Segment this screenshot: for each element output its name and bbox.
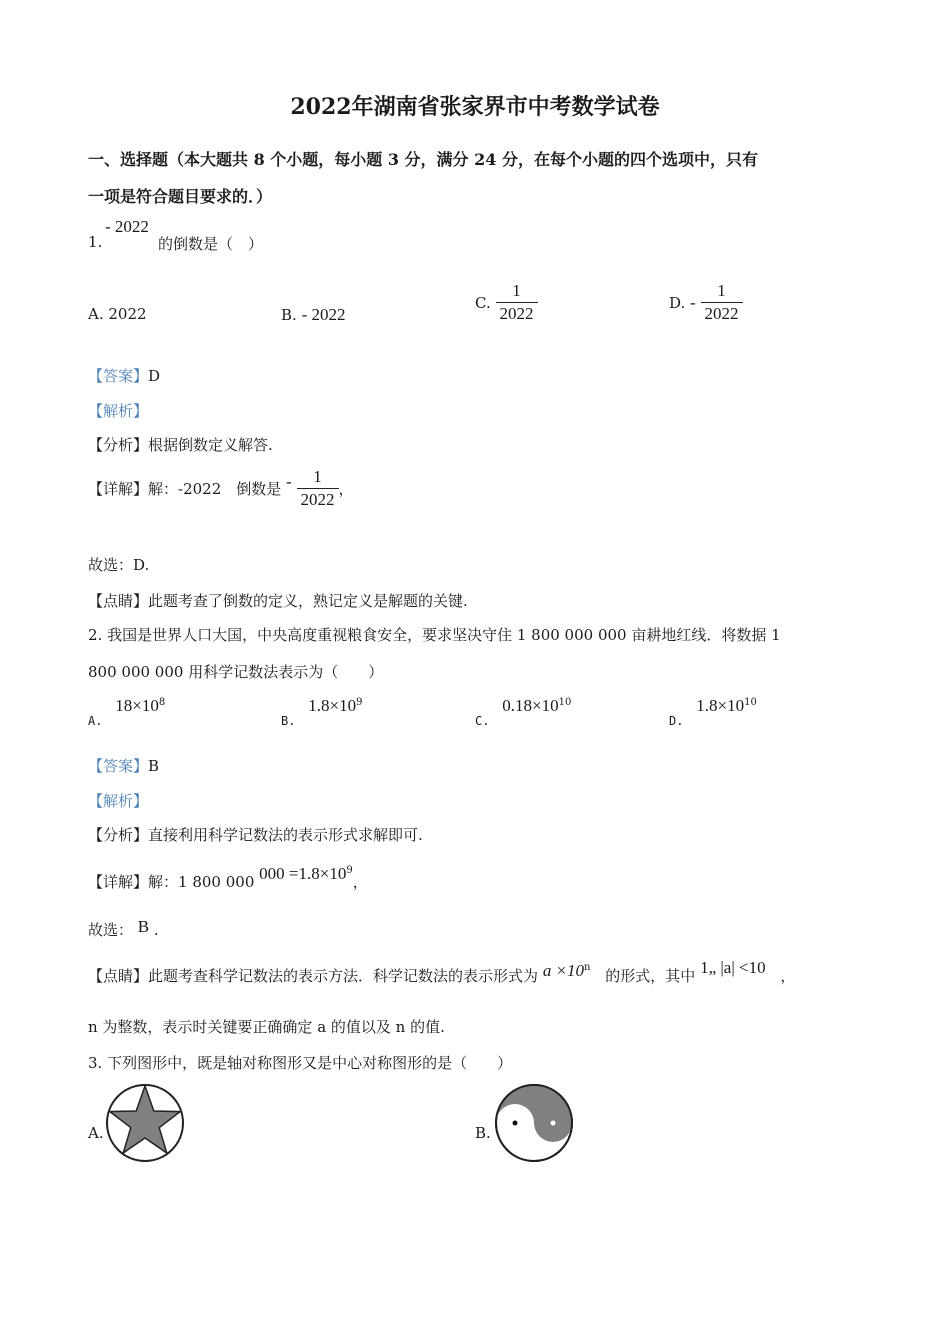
q1-fenxi: 根据倒数定义解答. <box>148 436 273 454</box>
q1-detail-comma: ， <box>338 480 354 498</box>
q2-option-a-label: A. <box>88 714 103 728</box>
fraction-numerator: 1 <box>313 467 322 486</box>
q2-detail-row <box>88 864 368 892</box>
q2-option-d-label: D. <box>669 714 684 728</box>
q2-answer: B <box>148 757 160 775</box>
fraction-denominator: 2022 <box>701 302 743 325</box>
q2-option-b-exponent: 9 <box>356 697 363 708</box>
q1-detail-sign: - <box>286 471 292 491</box>
fraction-numerator: 1 <box>717 281 726 300</box>
q2-option-d <box>669 696 757 728</box>
page-title: 2022年湖南省张家界市中考数学试卷 <box>290 94 660 120</box>
q2-dianjing-text: 此题考查科学记数法的表示方法．科学记数法的表示形式为 <box>148 967 539 985</box>
q2-option-a-exponent: 8 <box>158 697 166 708</box>
q2-dianjing-row <box>88 958 796 986</box>
q3-stem: 3. 下列图形中，既是轴对称图形又是中心对称图形的是（ ） <box>88 1054 513 1072</box>
q1-option-a: A. 2022 <box>88 305 147 323</box>
q2-detail-math: 000 =1.8×10 <box>259 864 347 883</box>
q2-answer-row <box>88 755 159 776</box>
section-heading: 一、选择题（本大题共 8 个小题，每小题 3 分，满分 24 分，在每个小题的四个选项中，只有 <box>88 150 758 169</box>
section-heading-cont: 一项是符合题目要求的．） <box>88 187 273 206</box>
q2-stem-line2: 800 000 000 用科学记数法表示为（ ） <box>88 663 384 681</box>
q2-detail-text: 解：1 800 000 <box>148 873 255 891</box>
q2-option-c-value: 0.18×10 <box>502 696 559 715</box>
q1-option-c-fraction <box>496 280 538 325</box>
q1-expression: - 2022 <box>105 217 149 236</box>
q3-option-a-label: A. <box>88 1124 104 1142</box>
q1-dianjing: 此题考查了倒数的定义，熟记定义是解题的关键. <box>148 592 468 610</box>
q1-option-d-sign: - <box>690 292 696 312</box>
fenxi-tag: 【分析】 <box>88 826 149 844</box>
q2-option-d-value: 1.8×10 <box>696 696 745 715</box>
q1-option-d <box>669 280 743 325</box>
q1-option-d-fraction <box>701 280 743 325</box>
fraction-denominator: 2022 <box>297 488 339 511</box>
q2-fenxi: 直接利用科学记数法的表示形式求解即可. <box>148 826 423 844</box>
q2-fenxi-row <box>88 824 423 845</box>
q1-option-d-label: D. <box>669 293 686 312</box>
q2-conclusion-suffix: . <box>153 921 159 939</box>
xiangjie-tag: 【详解】 <box>88 873 149 891</box>
q2-dianjing-end: ， <box>780 967 796 985</box>
q2-dianjing-condition: 1„ |a| <10 <box>700 958 766 977</box>
q2-jiexi-tag: 【解析】 <box>88 792 149 810</box>
q2-option-b <box>281 696 363 728</box>
q2-option-d-exponent: 10 <box>744 697 757 708</box>
q2-dianjing-mid: 的形式，其中 <box>605 967 696 985</box>
q2-option-c-label: C. <box>475 714 490 728</box>
q1-fenxi-row <box>88 434 273 455</box>
fenxi-tag: 【分析】 <box>88 436 149 454</box>
q2-option-a-value: 18×10 <box>115 696 159 715</box>
q2-option-b-label: B. <box>281 714 296 728</box>
yin-yang-figure <box>493 1082 575 1164</box>
q1-answer: D <box>148 367 161 385</box>
q1-option-b-label: B. <box>281 306 297 324</box>
q1-option-b-value: - 2022 <box>301 305 346 324</box>
q1-option-c <box>475 280 538 325</box>
xiangjie-tag: 【详解】 <box>88 480 149 498</box>
q2-option-b-value: 1.8×10 <box>308 696 357 715</box>
q1-stem: 的倒数是（ ） <box>158 235 264 253</box>
q2-dianjing-line2: n 为整数，表示时关键要正确确定 a 的值以及 n 的值. <box>88 1018 445 1036</box>
q2-detail-comma: ， <box>352 873 368 891</box>
q2-option-c-exponent: 10 <box>558 697 572 708</box>
q1-option-c-label: C. <box>475 293 491 312</box>
q2-dianjing-math: a ×10 <box>542 961 585 980</box>
fraction-denominator: 2022 <box>496 302 538 325</box>
star-in-circle-figure <box>104 1082 186 1164</box>
q1-number: 1. <box>88 233 103 251</box>
q2-option-a <box>88 696 166 728</box>
q1-option-b <box>281 305 346 325</box>
q1-jiexi-tag: 【解析】 <box>88 402 149 420</box>
q1-conclusion: 故选：D. <box>88 556 150 574</box>
dianjing-tag: 【点睛】 <box>88 967 149 985</box>
q3-option-b-label: B. <box>475 1124 491 1142</box>
answer-tag: 【答案】 <box>88 757 149 775</box>
dianjing-tag: 【点睛】 <box>88 592 149 610</box>
q2-dianjing-exponent: n <box>584 962 591 973</box>
q2-conclusion-prefix: 故选： <box>88 921 134 939</box>
q1-detail-row <box>88 466 354 511</box>
q1-dianjing-row <box>88 590 468 611</box>
q2-option-c <box>475 696 572 728</box>
answer-tag: 【答案】 <box>88 367 149 385</box>
q1-detail-text: 解：-2022 倒数是 <box>148 480 282 498</box>
q2-conclusion-answer: B <box>137 917 150 936</box>
q1-detail-fraction <box>297 466 339 511</box>
q2-stem-line1: 2. 我国是世界人口大国，中央高度重视粮食安全，要求坚决守住 1 800 000 000 亩耕地红线．将数据 1 <box>88 626 781 644</box>
q2-detail-exponent: 9 <box>346 865 353 876</box>
fraction-numerator: 1 <box>512 281 521 300</box>
q1-answer-row <box>88 365 160 386</box>
q2-conclusion <box>88 919 159 940</box>
